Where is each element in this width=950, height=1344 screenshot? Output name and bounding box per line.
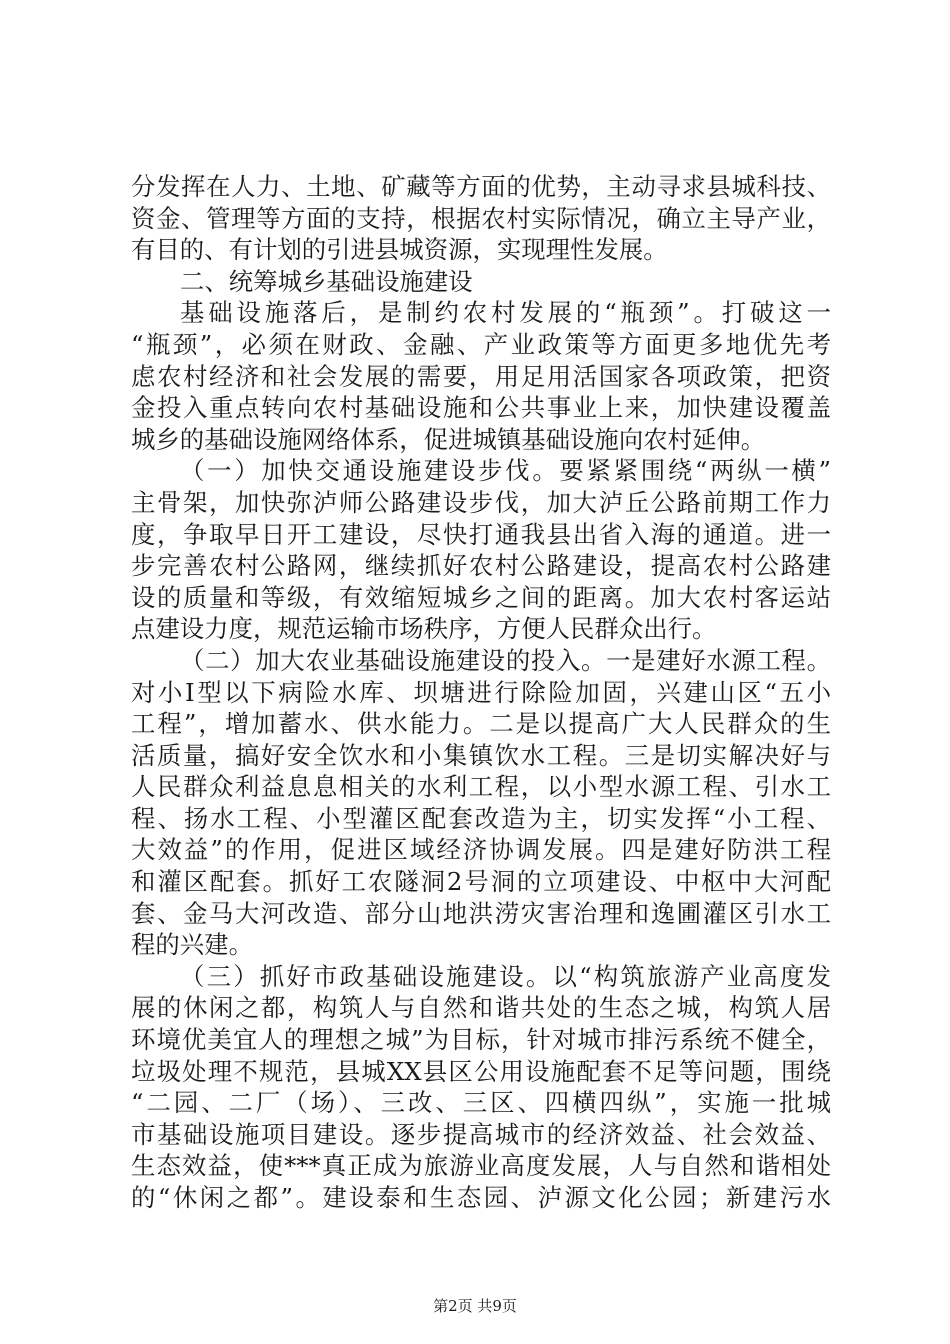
text-line: 活质量，搞好安全饮水和小集镇饮水工程。三是切实解决好与: [131, 740, 831, 770]
text-line: 有目的、有计划的引进县城资源，实现理性发展。: [131, 235, 668, 265]
text-line: 程、扬水工程、小型灌区配套改造为主，切实发挥“小工程、: [131, 803, 831, 833]
text-line: （二）加大农业基础设施建设的投入。一是建好水源工程。: [180, 645, 831, 675]
text-line: 分发挥在人力、土地、矿藏等方面的优势，主动寻求县城科技、: [131, 172, 831, 201]
text-line: 主骨架，加快弥泸师公路建设步伐，加大泸丘公路前期工作力: [131, 487, 831, 517]
text-line: 和灌区配套。抓好工农隧洞2号洞的立项建设、中枢中大河配: [131, 867, 831, 897]
section-heading: 二、统筹城乡基础设施建设: [180, 266, 473, 296]
text-line: 对小Ⅰ型以下病险水库、坝塘进行除险加固，兴建山区“五小: [131, 677, 831, 707]
text-line: 人民群众利益息息相关的水利工程，以小型水源工程、引水工: [131, 772, 831, 802]
text-line: 市基础设施项目建设。逐步提高城市的经济效益、社会效益、: [131, 1119, 831, 1149]
text-line: 度，争取早日开工建设，尽快打通我县出省入海的通道。进一: [131, 519, 831, 549]
document-body: [131, 171, 831, 1214]
text-line: 环境优美宜人的理想之城”为目标，针对城市排污系统不健全，: [131, 1025, 831, 1055]
text-line: 城乡的基础设施网络体系，促进城镇基础设施向农村延伸。: [131, 424, 766, 454]
text-line: 工程”，增加蓄水、供水能力。二是以提高广大人民群众的生: [131, 709, 831, 739]
text-line: 资金、管理等方面的支持，根据农村实际情况，确立主导产业，: [131, 203, 831, 233]
text-line: 生态效益，使***真正成为旅游业高度发展，人与自然和谐相处: [131, 1151, 831, 1181]
text-line: 步完善农村公路网，继续抓好农村公路建设，提高农村公路建: [131, 551, 831, 581]
text-line: 点建设力度，规范运输市场秩序，方便人民群众出行。: [131, 614, 717, 644]
text-line: 展的休闲之都，构筑人与自然和谐共处的生态之城，构筑人居: [131, 993, 831, 1023]
page-footer: 第2页 共9页: [433, 1297, 517, 1315]
text-line: 设的质量和等级，有效缩短城乡之间的距离。加大农村客运站: [131, 582, 831, 612]
text-line: 基础设施落后，是制约农村发展的“瓶颈”。打破这一: [180, 298, 831, 328]
text-line: 垃圾处理不规范，县城XX县区公用设施配套不足等问题，围绕: [131, 1056, 831, 1086]
text-line: 套、金马大河改造、部分山地洪涝灾害治理和逸圃灌区引水工: [131, 898, 831, 928]
text-line: 程的兴建。: [131, 930, 253, 960]
text-line: “二园、二厂（场）、三改、三区、四横四纵”，实施一批城: [131, 1088, 831, 1118]
text-line: 的“休闲之都”。建设泰和生态园、泸源文化公园；新建污水: [131, 1183, 831, 1212]
text-line: 金投入重点转向农村基础设施和公共事业上来，加快建设覆盖: [131, 393, 831, 423]
text-line: “瓶颈”，必须在财政、金融、产业政策等方面更多地优先考: [131, 329, 831, 359]
text-line: 虑农村经济和社会发展的需要，用足用活国家各项政策，把资: [131, 361, 831, 391]
text-line: （三）抓好市政基础设施建设。以“构筑旅游产业高度发: [180, 961, 831, 991]
text-line: 大效益”的作用，促进区域经济协调发展。四是建好防洪工程: [131, 835, 831, 865]
text-line: （一）加快交通设施建设步伐。要紧紧围绕“两纵一横”: [180, 456, 831, 486]
